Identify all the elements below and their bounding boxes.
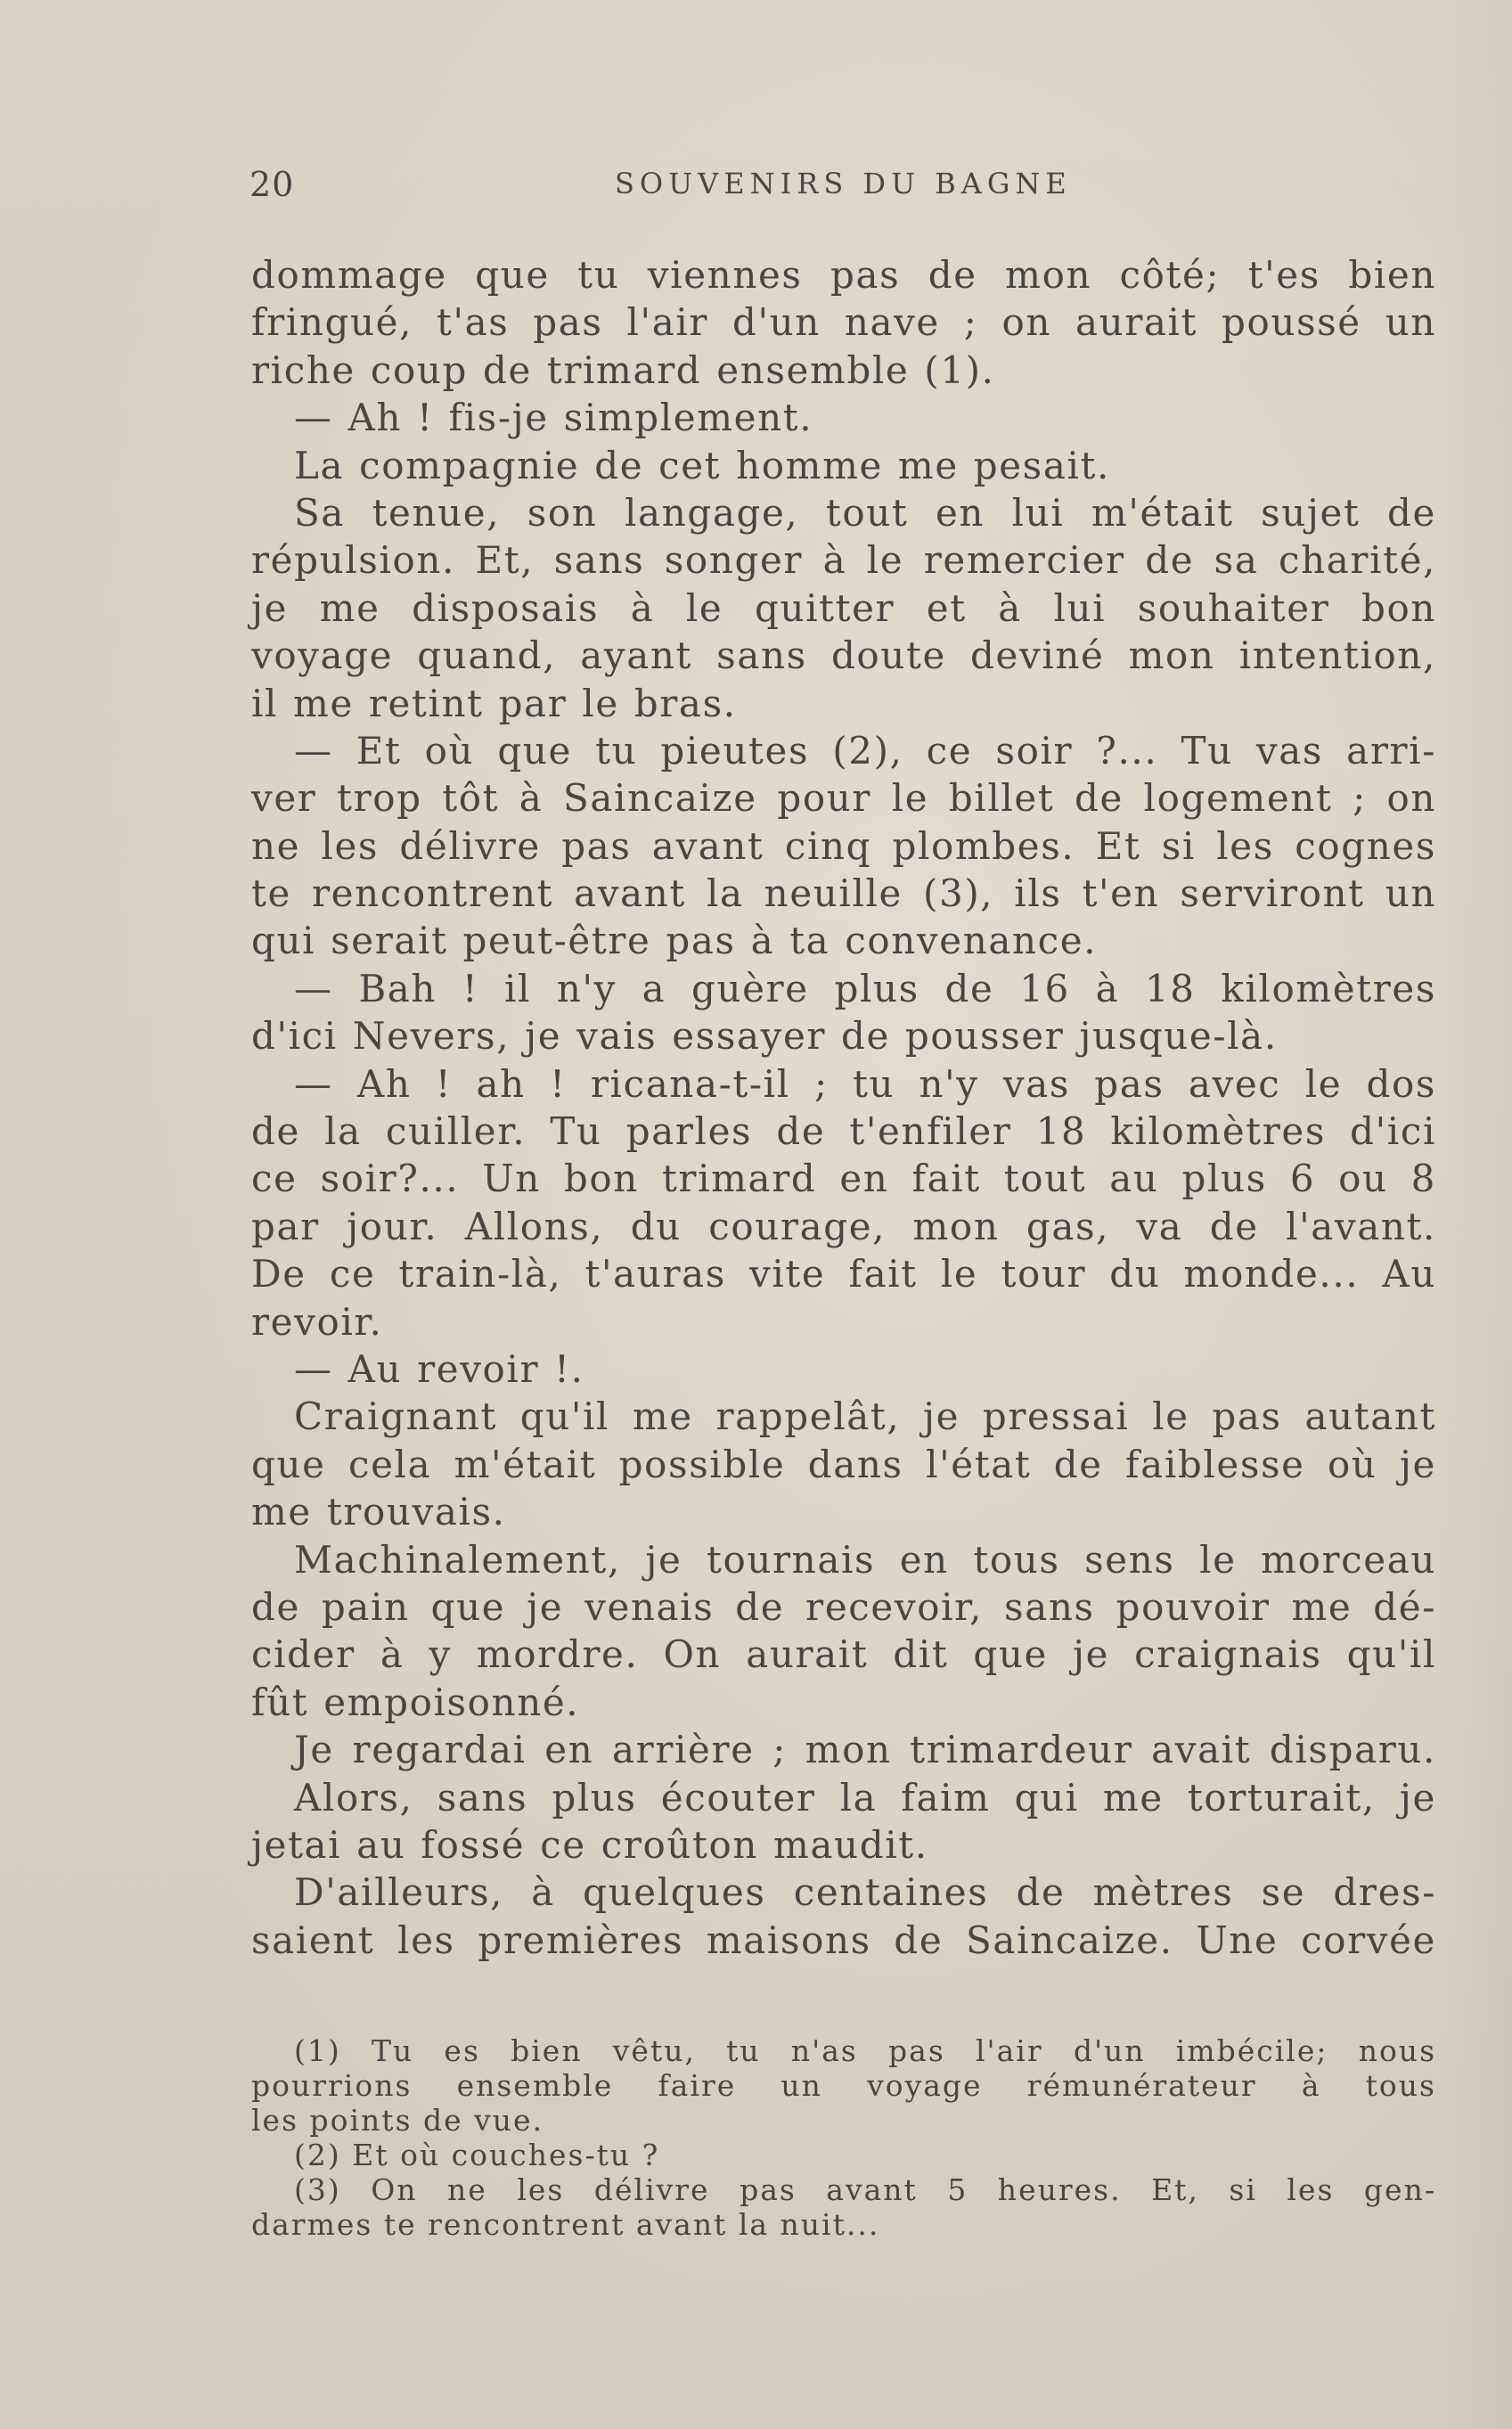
text-line: je me disposais à le quitter et à lui souhaiter bon (251, 585, 1436, 630)
text-line: cider à y mordre. On aurait dit que je craignais qu'il (251, 1632, 1436, 1677)
text-line: te rencontrent avant la neuille (3), ils t'en serviront un (251, 871, 1436, 916)
text-line: il me retint par le bras. (251, 681, 737, 725)
text-line: De ce train-là, t'auras vite fait le tour du monde... Au (251, 1252, 1436, 1296)
text-line: — Ah ! fis-je simplement. (294, 396, 813, 440)
text-line: ver trop tôt à Saincaize pour le billet de logement ; on (251, 776, 1436, 821)
footnotes (251, 2033, 1436, 2242)
text-line: Machinalement, je tournais en tous sens le morceau (294, 1537, 1436, 1582)
body-text (251, 251, 1436, 1964)
text-line: saient les premières maisons de Saincaize. Une corvée (251, 1918, 1436, 1962)
text-line: d'ici Nevers, je vais essayer de pousser jusque-là. (251, 1014, 1278, 1059)
text-line: La compagnie de cet homme me pesait. (294, 443, 1110, 487)
text-line: Je regardai en arrière ; mon trimardeur avait disparu. (294, 1728, 1436, 1772)
text-line: fringué, t'as pas l'air d'un nave ; on aurait poussé un (251, 300, 1436, 345)
footnote-line: les points de vue. (251, 2103, 544, 2138)
text-line: D'ailleurs, à quelques centaines de mètres se dres- (294, 1870, 1436, 1915)
text-line: Craignant qu'il me rappelât, je pressai le pas autant (294, 1394, 1436, 1439)
text-line: que cela m'était possible dans l'état de faiblesse où je (251, 1442, 1436, 1486)
text-line: Sa tenue, son langage, tout en lui m'était sujet de (294, 490, 1436, 535)
text-line: de pain que je venais de recevoir, sans pouvoir me dé- (251, 1584, 1436, 1629)
page-number: 20 (249, 165, 295, 204)
text-line: dommage que tu viennes pas de mon côté; t'es bien (251, 253, 1436, 297)
running-title: SOUVENIRS DU BAGNE (615, 167, 1072, 200)
text-line: voyage quand, ayant sans doute deviné mon intention, (251, 634, 1436, 678)
text-line: jetai au fossé ce croûton maudit. (251, 1822, 928, 1867)
text-line: ce soir?... Un bon trimard en fait tout au plus 6 ou 8 (251, 1157, 1436, 1201)
text-line: Alors, sans plus écouter la faim qui me torturait, je (294, 1775, 1436, 1820)
text-line: qui serait peut-être pas à ta convenance. (251, 919, 1098, 963)
footnote-line: (3) On ne les délivre pas avant 5 heures. Et, si les gen- (294, 2172, 1436, 2207)
page-header (249, 165, 1443, 209)
footnote-line: pourrions ensemble faire un voyage rémunérateur à tous (251, 2068, 1436, 2103)
text-line: répulsion. Et, sans songer à le remercier de sa charité, (251, 538, 1436, 583)
text-line: par jour. Allons, du courage, mon gas, va de l'avant. (251, 1204, 1436, 1248)
footnote-line: (1) Tu es bien vêtu, tu n'as pas l'air d'un imbécile; nous (294, 2033, 1436, 2068)
page-shadow (1441, 0, 1512, 2429)
text-line: — Ah ! ah ! ricana-t-il ; tu n'y vas pas avec le dos (294, 1061, 1436, 1106)
text-line: — Bah ! il n'y a guère plus de 16 à 18 kilomètres (294, 966, 1436, 1010)
footnote-line: darmes te rencontrent avant la nuit... (251, 2207, 880, 2242)
text-line: ne les délivre pas avant cinq plombes. Et si les cognes (251, 823, 1436, 868)
text-line: riche coup de trimard ensemble (1). (251, 348, 995, 392)
text-line: fût empoisonné. (251, 1680, 580, 1724)
text-line: — Et où que tu pieutes (2), ce soir ?... Tu vas arri- (294, 728, 1436, 773)
text-line: de la cuiller. Tu parles de t'enfiler 18 kilomètres d'ici (251, 1109, 1436, 1154)
text-line: — Au revoir !. (294, 1346, 584, 1391)
text-line: revoir. (251, 1299, 383, 1344)
text-line: me trouvais. (251, 1490, 506, 1534)
footnote-line: (2) Et où couches-tu ? (294, 2138, 660, 2172)
